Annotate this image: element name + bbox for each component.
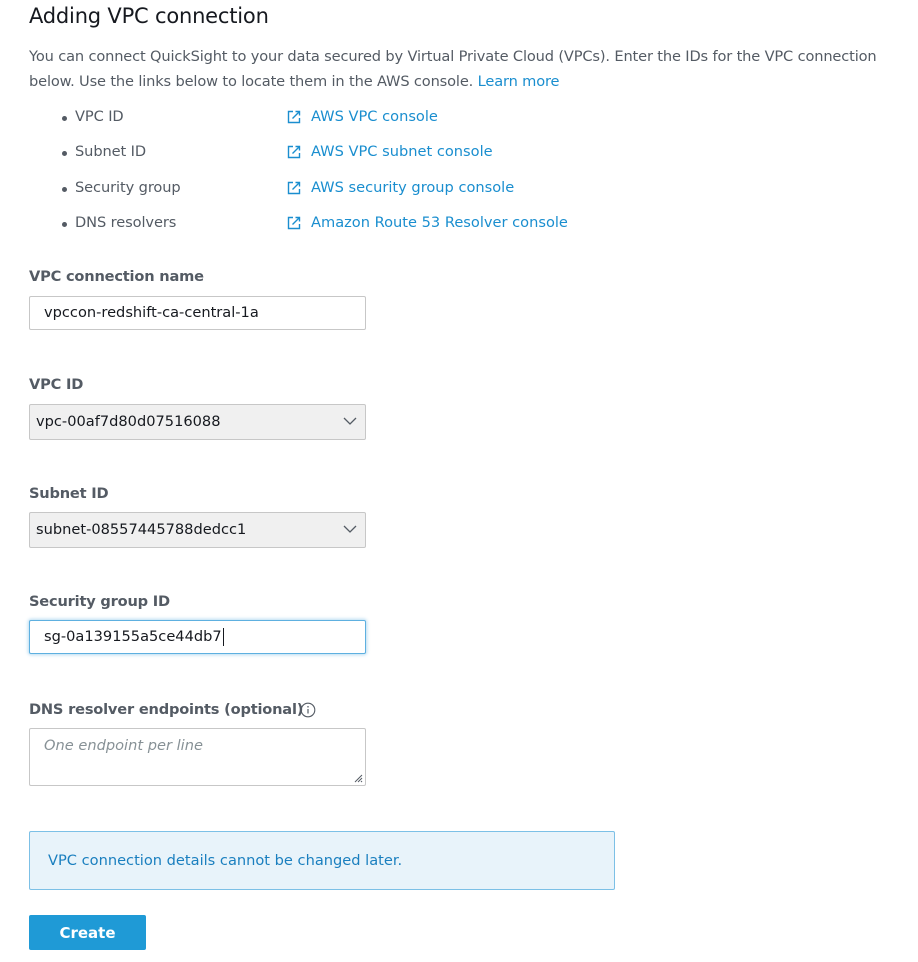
learn-more-link[interactable]: Learn more — [477, 73, 560, 90]
page-title: Adding VPC connection — [29, 4, 269, 28]
bullet-icon — [62, 116, 67, 121]
info-icon[interactable] — [300, 702, 316, 718]
resource-item-vpc-id — [58, 107, 658, 131]
bullet-icon — [62, 222, 67, 227]
link-label: AWS VPC subnet console — [311, 143, 493, 160]
resource-item-security-group — [58, 178, 658, 202]
route53-resolver-console-link[interactable] — [287, 214, 568, 231]
aws-vpc-console-link[interactable] — [287, 108, 438, 125]
resize-handle-icon[interactable] — [353, 773, 363, 783]
connection-name-input[interactable]: vpccon-redshift-ca-central-1a — [29, 296, 366, 330]
link-label: Amazon Route 53 Resolver console — [311, 214, 568, 231]
link-label: AWS security group console — [311, 179, 515, 196]
info-alert — [29, 831, 615, 890]
bullet-icon — [62, 187, 67, 192]
bullet-icon — [62, 151, 67, 156]
external-link-icon — [287, 145, 301, 159]
vpc-id-label: VPC ID — [29, 376, 84, 393]
description-text: You can connect QuickSight to your data secured by Virtual Private Cloud (VPCs). Enter the IDs for the VPC connection below. Use the links below to locate them in the AWS console. — [29, 48, 877, 90]
resource-item-subnet-id — [58, 142, 658, 166]
alert-message: VPC connection details cannot be changed later. — [48, 852, 403, 869]
security-group-id-label: Security group ID — [29, 593, 170, 610]
external-link-icon — [287, 181, 301, 195]
resource-label: DNS resolvers — [75, 214, 177, 231]
subnet-id-select[interactable] — [29, 512, 366, 548]
security-group-id-input[interactable] — [29, 620, 366, 654]
dns-resolver-label: DNS resolver endpoints (optional) — [29, 701, 304, 718]
resource-item-dns-resolvers — [58, 213, 658, 237]
chevron-down-icon — [343, 416, 357, 426]
text-cursor — [223, 628, 224, 646]
external-link-icon — [287, 216, 301, 230]
vpc-id-select[interactable] — [29, 404, 366, 440]
security-group-id-value: sg-0a139155a5ce44db7 — [44, 628, 222, 645]
subnet-id-label: Subnet ID — [29, 485, 109, 502]
resource-label: VPC ID — [75, 108, 124, 125]
vpc-id-value: vpc-00af7d80d07516088 — [36, 413, 221, 430]
chevron-down-icon — [343, 524, 357, 534]
resource-label: Security group — [75, 179, 181, 196]
create-button[interactable]: Create — [29, 915, 146, 950]
connection-name-label: VPC connection name — [29, 268, 204, 285]
subnet-id-value: subnet-08557445788dedcc1 — [36, 521, 247, 538]
dns-resolver-textarea[interactable] — [29, 728, 366, 786]
dns-resolver-placeholder: One endpoint per line — [44, 737, 203, 754]
aws-security-group-console-link[interactable] — [287, 179, 514, 196]
resource-label: Subnet ID — [75, 143, 147, 160]
aws-vpc-subnet-console-link[interactable] — [287, 143, 493, 160]
external-link-icon — [287, 110, 301, 124]
link-label: AWS VPC console — [311, 108, 438, 125]
page-description — [29, 44, 914, 94]
